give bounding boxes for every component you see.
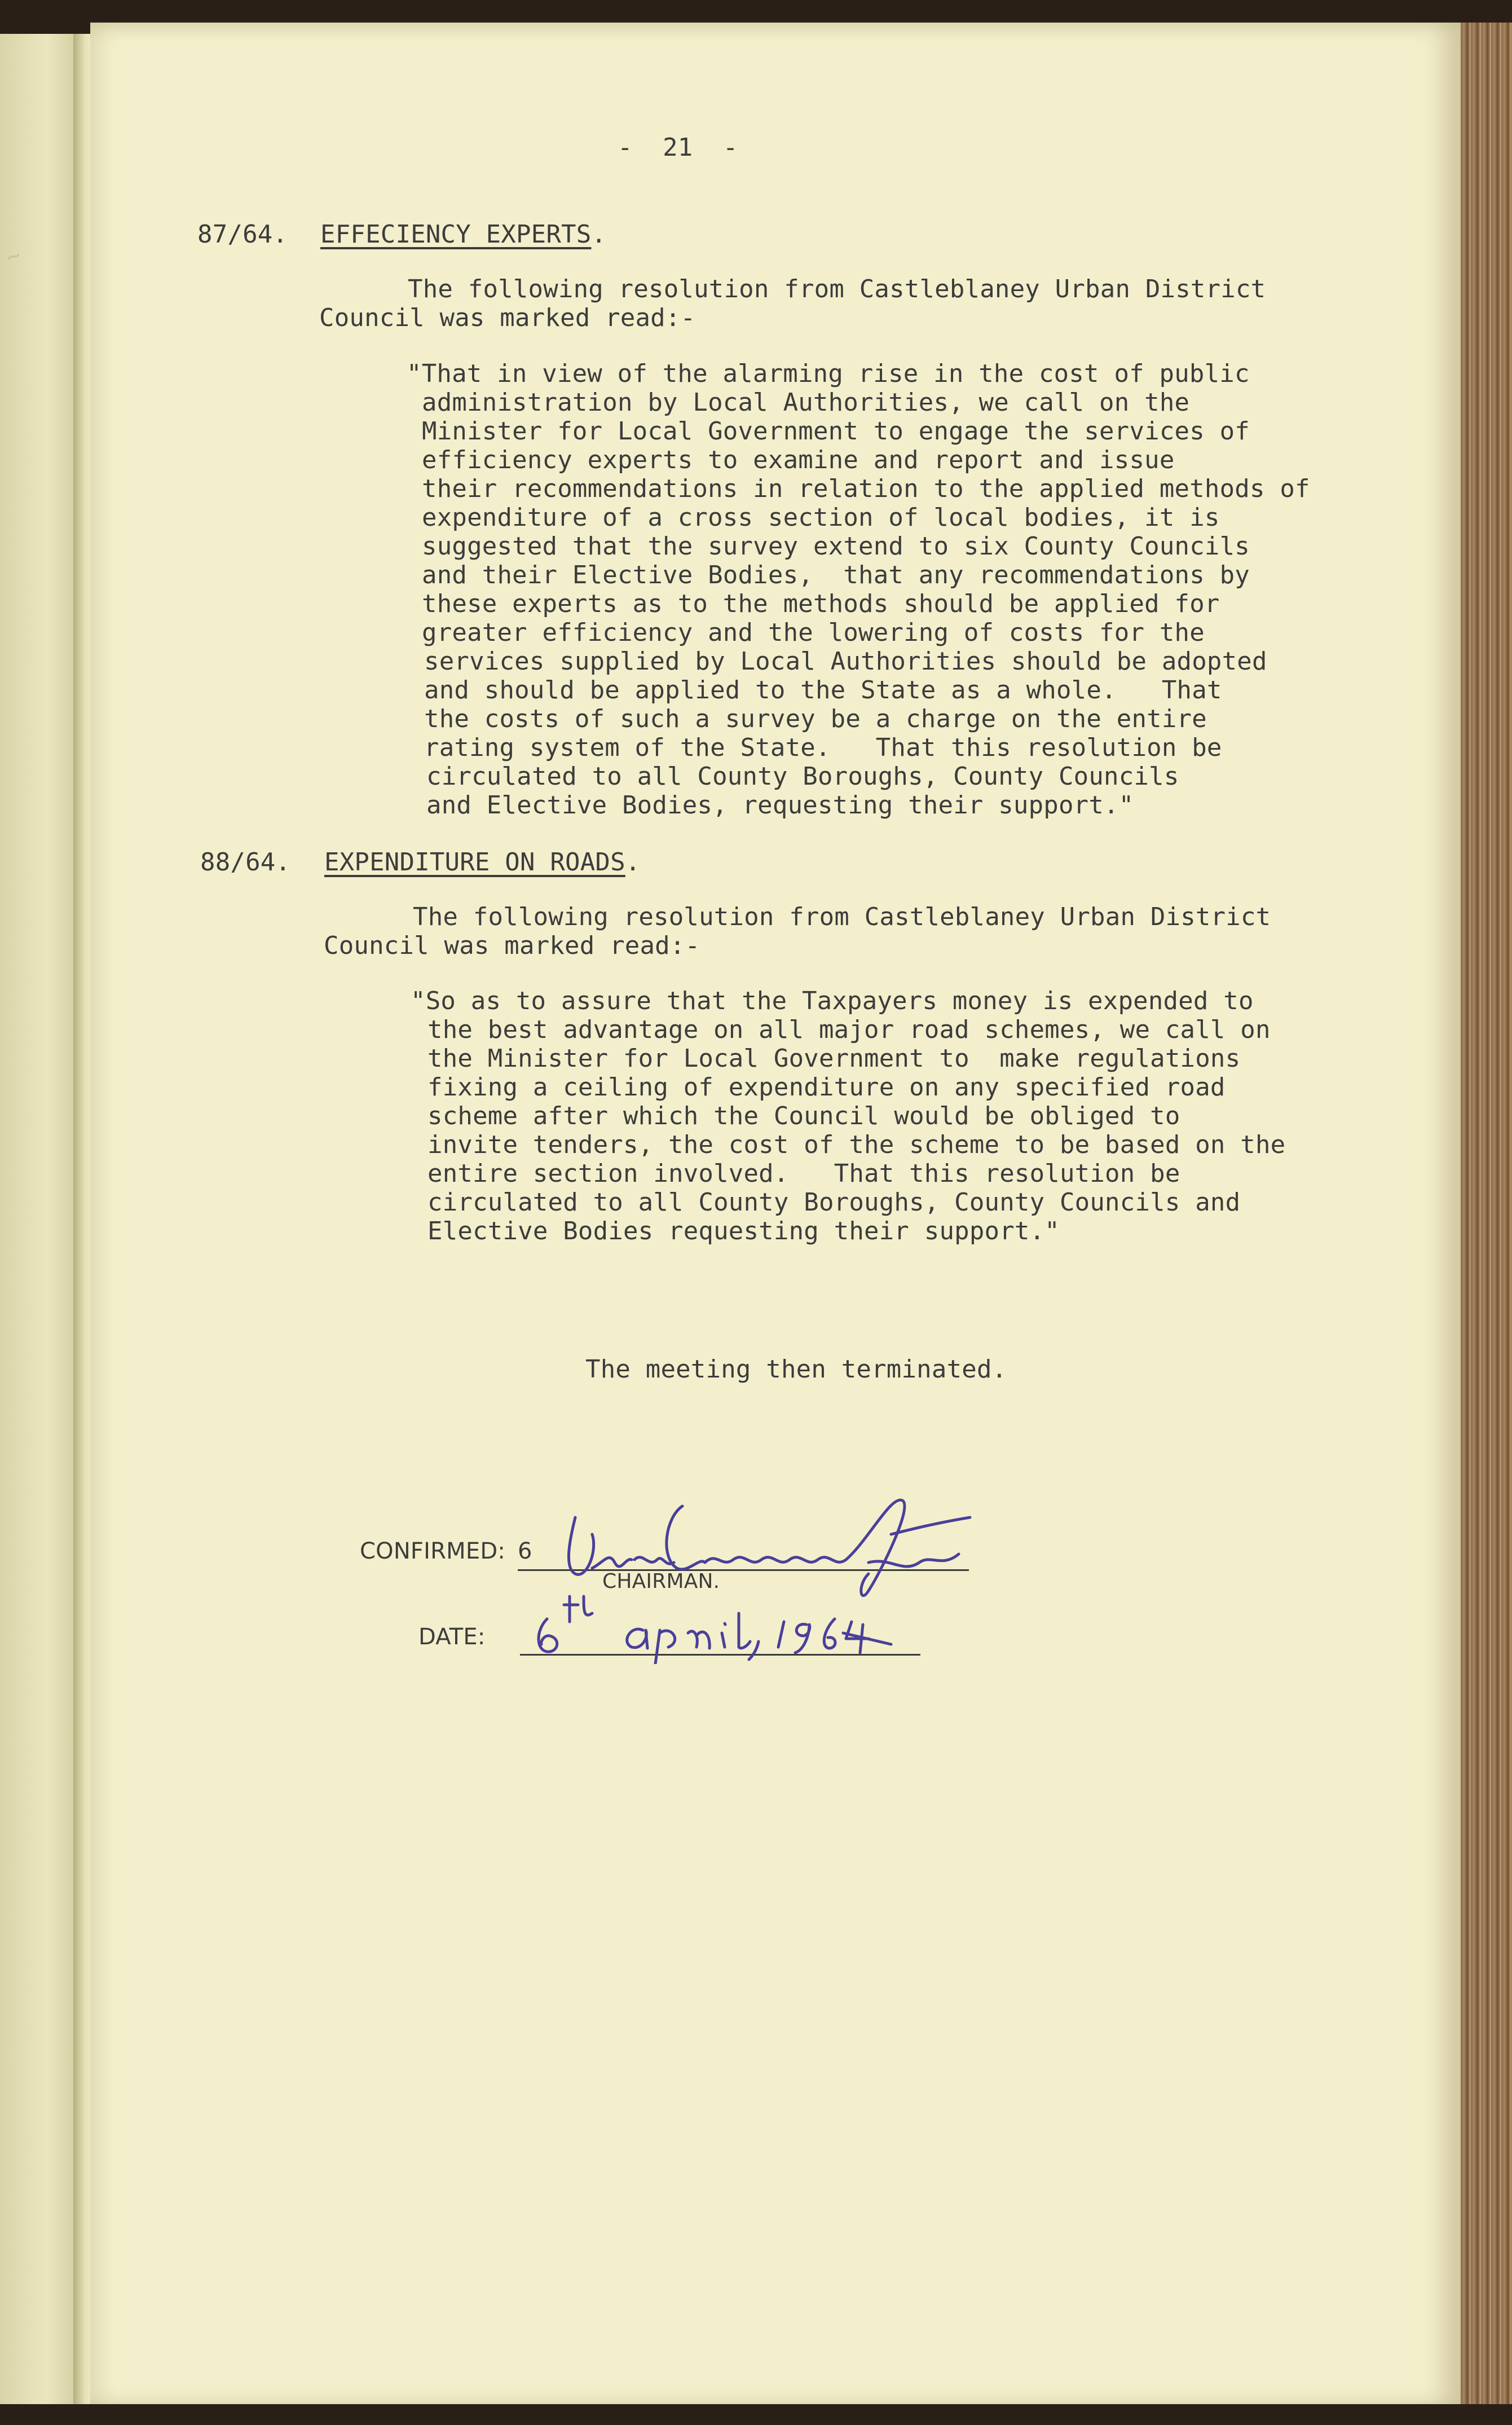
confirmed-label: CONFIRMED: <box>360 1538 505 1564</box>
handwritten-date <box>530 1579 936 1664</box>
margin-mark: ~ <box>2 241 25 271</box>
page-stack-edge <box>1461 23 1512 2425</box>
date-label: DATE: <box>418 1624 486 1650</box>
section-number: 87/64. <box>197 220 288 249</box>
page-number: - 21 - <box>618 133 738 162</box>
section-heading: EFFECIENCY EXPERTS. <box>320 220 607 249</box>
section-number: 88/64. <box>200 848 291 877</box>
bottom-edge <box>0 2404 1512 2425</box>
closing-line: The meeting then terminated. <box>585 1355 1007 1384</box>
chairman-label: CHAIRMAN. <box>602 1570 720 1593</box>
left-page-edge <box>0 34 85 2425</box>
section-heading: EXPENDITURE ON ROADS. <box>324 848 641 877</box>
confirmed-prefix: 6 <box>518 1538 532 1564</box>
book-gutter <box>73 34 92 2425</box>
